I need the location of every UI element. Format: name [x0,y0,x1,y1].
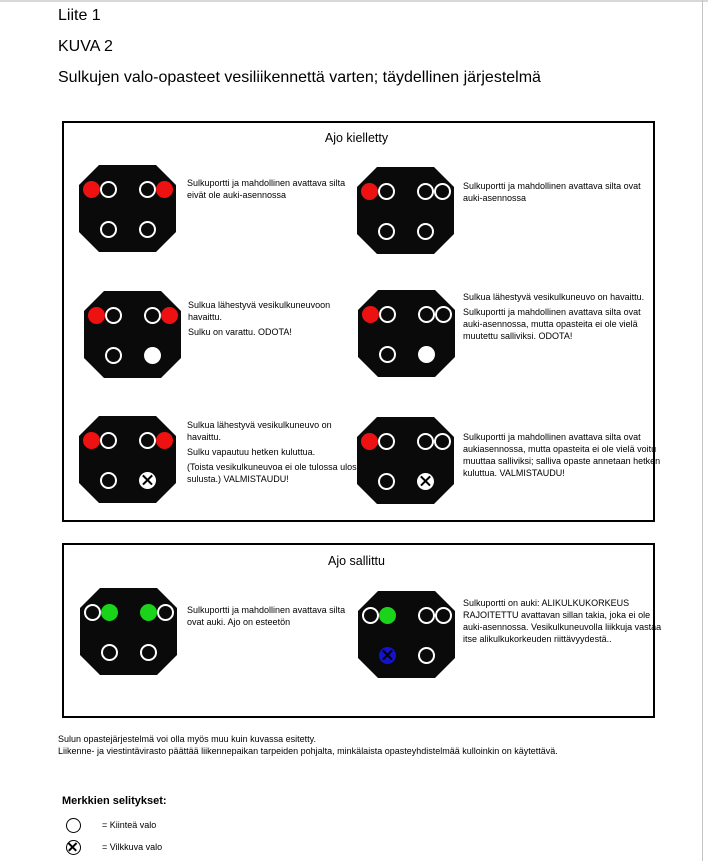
signal-description [187,177,349,201]
unlit-light [434,183,451,200]
signal-panel [358,290,455,377]
red-light [83,181,100,198]
description-text: Sulkuportti ja mahdollinen avattava silta ovat aukiasennossa, mutta opasteita ei ole vielä voitu muuttaa salliviksi; salliva opaste annetaan hetken kuluttua. VALMISTAUDU! [463,432,661,478]
signal-panel [358,591,455,678]
section-title-ajo-kielletty: Ajo kielletty [324,131,389,145]
description-text: Sulkua lähestyvä vesikulkuneuvoon havaittu. [188,300,331,322]
signal-panel [357,417,454,504]
description-text: Sulkua lähestyvä vesikulkuneuvo on havaittu. [187,420,332,442]
blinking-light-icon [66,840,81,855]
red-light [156,181,173,198]
legend-label: = Kiinteä valo [102,820,157,830]
legend-label: = Vilkkuva valo [102,842,163,852]
unlit-light [139,221,156,238]
signal-description [463,180,659,204]
signal-description [463,291,661,342]
unlit-light [362,607,379,624]
unlit-light [378,223,395,240]
signal-panel [79,416,176,503]
unlit-light [378,473,395,490]
unlit-light [378,433,395,450]
page-title: Sulkujen valo-opasteet vesiliikennettä varten; täydellinen järjestelmä [58,69,541,86]
signal-description [188,299,360,338]
unlit-light [139,181,156,198]
description-text: Sulkuportti ja mahdollinen avattava silta ovat auki-asennossa, mutta opasteita ei ole vielä muutettu salliviksi. ODOTA! [463,307,641,341]
unlit-light [139,432,156,449]
red-light [156,432,173,449]
green-light [140,604,157,621]
unlit-light [100,432,117,449]
description-text: Sulkuportti on auki: ALIKULKUKORKEUS RAJOITETTU avattavan sillan takia, joka ei ole auki-asennossa. Vesikulkuneuvolla liikkuja vastaa itse alikulkukorkeuden riittävyydestä.. [463,598,662,644]
unlit-light [140,644,157,661]
description-text: Sulkuportti ja mahdollinen avattava silta eivät ole auki-asennossa [187,178,346,200]
description-text: Sulkuportti ja mahdollinen avattava silta ovat auki. Ajo on esteetön [187,605,346,627]
unlit-light [418,647,435,664]
legend-heading: Merkkien selitykset: [62,795,167,807]
description-text: Sulkua lähestyvä vesikulkuneuvo on havaittu. [463,292,645,302]
green-light [101,604,118,621]
description-text: Sulku on varattu. ODOTA! [188,327,292,337]
red-light [161,307,178,324]
unlit-light [100,221,117,238]
signal-description [463,431,661,479]
green-light [379,607,396,624]
footnote-line: Liikenne- ja viestintävirasto päättää liikennepaikan tarpeiden pohjalta, minkälaista opasteyhdistelmää kulloinkin on käytettävä. [58,746,558,756]
description-text: Sulku vapautuu hetken kuluttua. [187,447,316,457]
signal-panel [84,291,181,378]
unlit-light [157,604,174,621]
unlit-light [84,604,101,621]
unlit-light [435,607,452,624]
attachment-label: Liite 1 [58,7,101,24]
unlit-light [100,181,117,198]
signal-description [463,597,665,645]
signal-description [187,604,349,628]
blinking-blue-light [379,647,396,664]
white-light [144,347,161,364]
blinking-white-light [139,472,156,489]
figure-label: KUVA 2 [58,38,113,55]
unlit-light [100,472,117,489]
unlit-light [105,307,122,324]
description-text: Sulkuportti ja mahdollinen avattava silta ovat auki-asennossa [463,181,641,203]
unlit-light [418,607,435,624]
unlit-light [418,306,435,323]
red-light [361,183,378,200]
red-light [83,432,100,449]
page-right-edge [702,0,703,861]
unlit-light [434,433,451,450]
signal-panel [80,588,177,675]
unlit-light [378,183,395,200]
fixed-light-icon [66,818,81,833]
white-light [418,346,435,363]
signal-panel [79,165,176,252]
unlit-light [379,306,396,323]
unlit-light [417,223,434,240]
signal-description [187,419,363,485]
red-light [362,306,379,323]
unlit-light [105,347,122,364]
signal-panel [357,167,454,254]
description-text: (Toista vesikulkuneuvoa ei ole tulossa ulos sulusta.) VALMISTAUDU! [187,462,357,484]
footnote-line: Sulun opastejärjestelmä voi olla myös muu kuin kuvassa esitetty. [58,734,316,744]
red-light [361,433,378,450]
unlit-light [417,183,434,200]
unlit-light [379,346,396,363]
section-title-ajo-sallittu: Ajo sallittu [328,554,385,568]
unlit-light [417,433,434,450]
footnote [58,733,686,757]
unlit-light [101,644,118,661]
page-top-edge [0,0,708,2]
red-light [88,307,105,324]
unlit-light [435,306,452,323]
unlit-light [144,307,161,324]
blinking-white-light [417,473,434,490]
